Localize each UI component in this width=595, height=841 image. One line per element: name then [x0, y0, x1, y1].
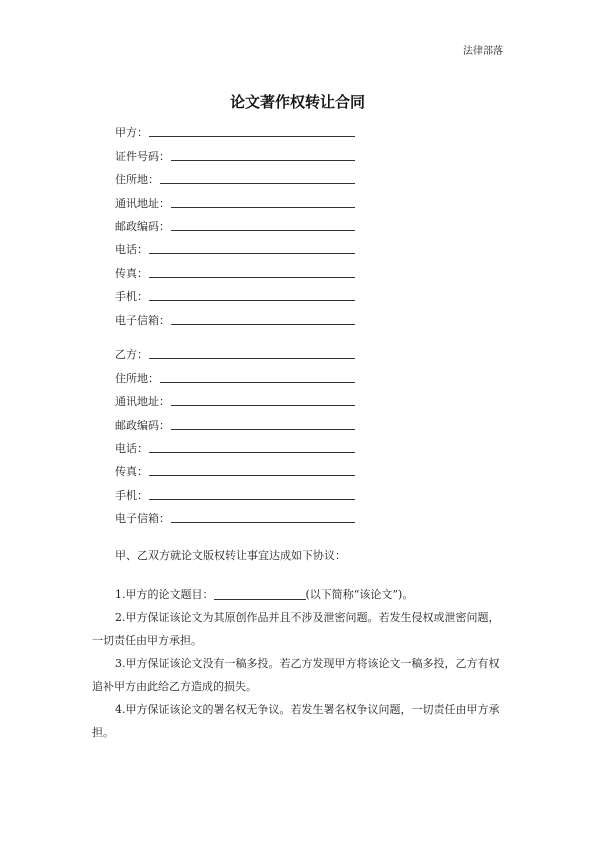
clause-3: 3.甲方保证该论文没有一稿多投。若乙方发现甲方将该论文一稿多投，乙方有权追补甲方由此给乙方造成的损失。 — [92, 657, 500, 693]
thesis-title-blank[interactable] — [214, 587, 306, 600]
field-label: 通讯地址： — [115, 196, 170, 210]
field-label: 证件号码： — [115, 149, 170, 163]
field-label: 电子信箱： — [115, 512, 170, 526]
fill-line[interactable] — [149, 252, 355, 254]
party-b-email-row — [115, 503, 355, 526]
party-a-name-row — [115, 117, 355, 140]
fill-line[interactable] — [149, 299, 355, 301]
field-label: 电话： — [115, 243, 148, 257]
fill-line[interactable] — [149, 498, 355, 500]
party-a-residence-row — [115, 164, 355, 187]
field-label: 传真： — [115, 465, 148, 479]
party-a-id-row — [115, 140, 355, 163]
fill-line[interactable] — [171, 159, 355, 161]
fill-line[interactable] — [149, 357, 355, 359]
fill-line[interactable] — [149, 451, 355, 453]
field-label: 甲方： — [115, 126, 148, 140]
party-b-postcode-row — [115, 409, 355, 432]
fill-line[interactable] — [171, 206, 355, 208]
party-a-address-row — [115, 187, 355, 210]
party-b-residence-row — [115, 362, 355, 385]
header-brand: 法律部落 — [463, 46, 503, 57]
fill-line[interactable] — [171, 323, 355, 325]
party-b-fax-row — [115, 456, 355, 479]
fill-line[interactable] — [160, 182, 355, 184]
field-label: 电话： — [115, 441, 148, 455]
clause-1-prefix: 1.甲方的论文题目： — [115, 588, 214, 601]
clause-2: 2.甲方保证该论文为其原创作品并且不涉及泄密问题。若发生侵权或泄密问题，一切责任由甲方承担。 — [92, 611, 500, 647]
clause-1-suffix: (以下简称“该论文”)。 — [305, 588, 414, 601]
field-label: 电子信箱： — [115, 313, 170, 327]
party-b-mobile-row — [115, 479, 355, 502]
party-b-section — [115, 339, 355, 526]
fill-line[interactable] — [171, 229, 355, 231]
field-label: 手机： — [115, 488, 148, 502]
clause-1 — [92, 583, 507, 606]
fill-line[interactable] — [171, 404, 355, 406]
fill-line[interactable] — [149, 135, 355, 137]
field-label: 邮政编码： — [115, 219, 170, 233]
fill-line[interactable] — [171, 521, 355, 523]
fill-line[interactable] — [160, 381, 355, 383]
party-a-phone-row — [115, 234, 355, 257]
field-label: 传真： — [115, 266, 148, 280]
field-label: 住所地： — [115, 371, 159, 385]
party-a-section — [115, 117, 355, 328]
fill-line[interactable] — [171, 428, 355, 430]
field-label: 手机： — [115, 290, 148, 304]
field-label: 通讯地址： — [115, 395, 170, 409]
party-b-address-row — [115, 386, 355, 409]
party-a-email-row — [115, 304, 355, 327]
clauses — [92, 583, 507, 744]
field-label: 邮政编码： — [115, 418, 170, 432]
agreement-intro: 甲、乙双方就论文版权转让事宜达成如下协议： — [115, 549, 346, 562]
party-a-fax-row — [115, 257, 355, 280]
party-a-postcode-row — [115, 211, 355, 234]
clause-4: 4.甲方保证该论文的署名权无争议。若发生署名权争议问题，一切责任由甲方承担。 — [92, 703, 500, 739]
field-label: 住所地： — [115, 173, 159, 187]
field-label: 乙方： — [115, 348, 148, 362]
fill-line[interactable] — [149, 276, 355, 278]
party-b-name-row — [115, 339, 355, 362]
document-title: 论文著作权转让合同 — [229, 93, 365, 111]
fill-line[interactable] — [149, 474, 355, 476]
party-b-phone-row — [115, 433, 355, 456]
party-a-mobile-row — [115, 281, 355, 304]
